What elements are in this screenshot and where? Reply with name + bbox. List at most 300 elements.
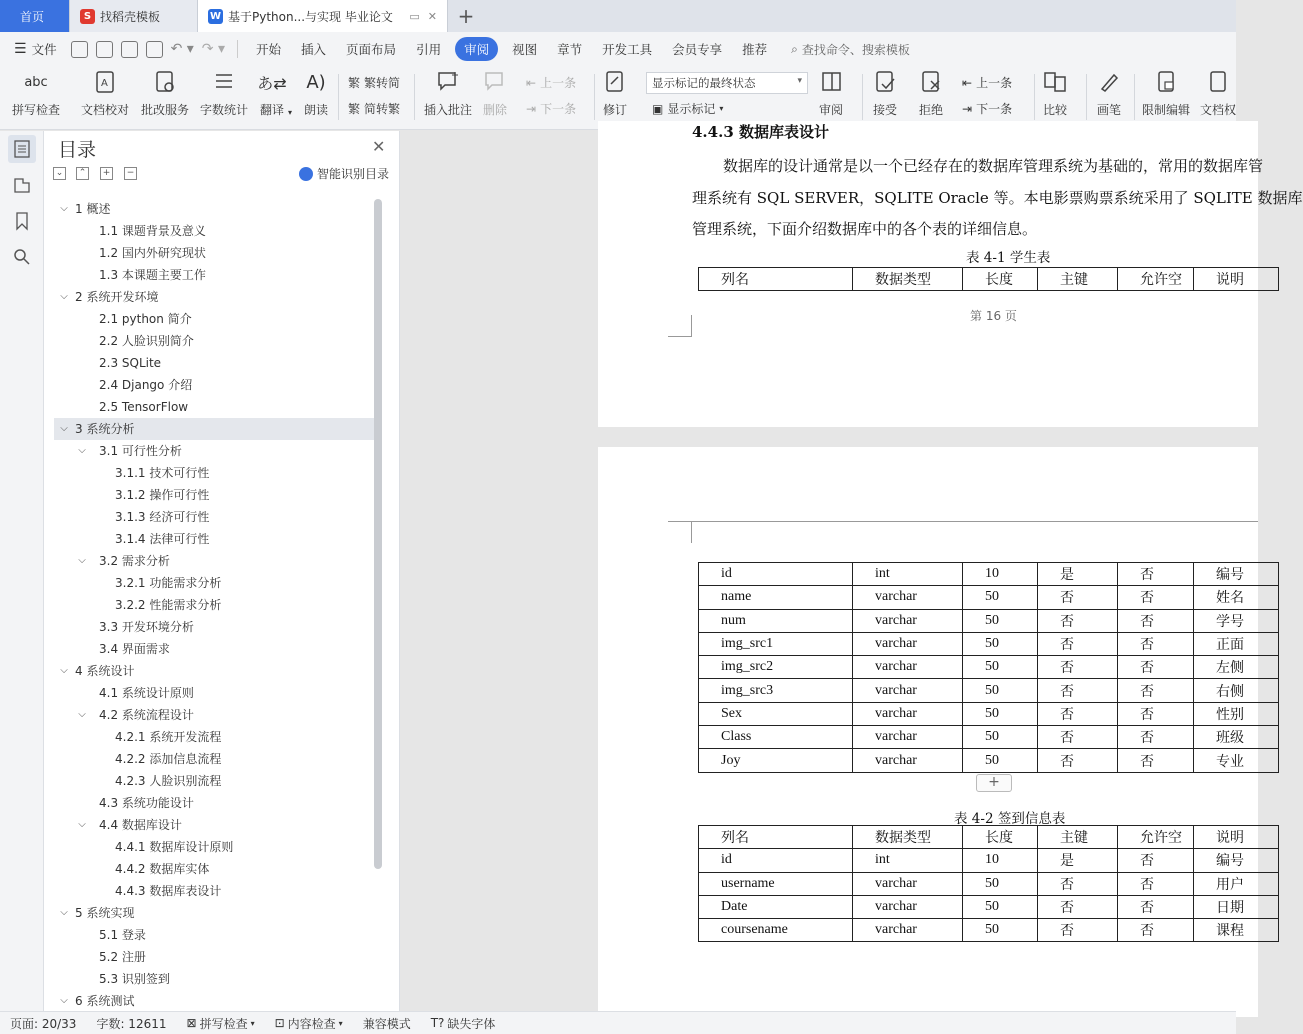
delete-comment-icon <box>482 68 508 96</box>
chevron-down-icon[interactable]: ⌵ <box>60 907 68 918</box>
toc-item-label: 1 概述 <box>75 202 111 216</box>
chevron-down-icon[interactable]: ⌵ <box>60 995 68 1006</box>
accept-button[interactable] <box>872 68 898 118</box>
pen-button[interactable] <box>1096 68 1122 118</box>
toc-item[interactable] <box>54 946 374 968</box>
toc-item[interactable] <box>54 792 374 814</box>
table-cell[interactable]: 否 <box>1038 609 1118 632</box>
table-cell[interactable]: Sex <box>699 702 853 725</box>
table-cell[interactable]: 否 <box>1118 726 1194 749</box>
table-cell[interactable]: 姓名 <box>1194 586 1279 609</box>
toc-item[interactable] <box>54 330 374 352</box>
chevron-down-icon[interactable]: ⌵ <box>78 555 86 566</box>
table-4-2-caption: 表 4-2 签到信息表 <box>954 811 1066 827</box>
menu-start[interactable]: 开始 <box>256 42 282 57</box>
prev-comment-button[interactable] <box>526 74 576 91</box>
table-cell[interactable]: 否 <box>1038 586 1118 609</box>
table-cell[interactable]: 学号 <box>1194 609 1279 632</box>
toc-item[interactable] <box>54 352 374 374</box>
find-icon[interactable] <box>8 243 36 271</box>
save-icon[interactable] <box>71 41 88 58</box>
table-cell[interactable]: 否 <box>1118 609 1194 632</box>
insert-comment-label: 插入批注 <box>424 103 473 117</box>
table-cell[interactable]: 否 <box>1118 563 1194 586</box>
table-row <box>699 609 1279 632</box>
table-cell[interactable]: 否 <box>1118 679 1194 702</box>
table-4-1-header <box>698 267 1279 291</box>
toc-item[interactable] <box>54 308 374 330</box>
toc-item-label: 2.2 人脸识别简介 <box>99 334 194 348</box>
table-cell[interactable]: int <box>853 563 963 586</box>
expand-up-icon[interactable]: ⌃ <box>76 167 89 180</box>
toc-item[interactable] <box>54 418 374 440</box>
word-count-button[interactable] <box>200 68 248 118</box>
file-menu-label: 文件 <box>31 42 57 57</box>
tab-document-label: 基于Python...与实现 毕业论文 <box>228 9 393 24</box>
insert-comment-icon <box>435 68 461 96</box>
toc-item[interactable] <box>54 770 374 792</box>
table-cell[interactable]: 否 <box>1038 895 1118 918</box>
smart-toc-button[interactable] <box>299 165 389 182</box>
review-pane-button[interactable] <box>818 68 844 118</box>
trad-to-simp-button[interactable] <box>348 74 400 91</box>
table-cell[interactable]: coursename <box>699 919 853 942</box>
tab-home-label: 首页 <box>20 9 45 24</box>
menu-references[interactable]: 引用 <box>416 42 442 57</box>
chapter-nav-icon[interactable] <box>8 171 36 199</box>
table-cell[interactable]: 否 <box>1118 632 1194 655</box>
show-marks-button[interactable]: ▣ 显示标记 ▾ <box>652 101 724 116</box>
toc-item-label: 3.2.1 功能需求分析 <box>115 576 222 590</box>
table-cell[interactable]: 专业 <box>1194 749 1279 772</box>
page-16 <box>598 121 1303 427</box>
toc-item[interactable] <box>54 682 374 704</box>
remove-heading-icon[interactable]: − <box>124 167 137 180</box>
table-cell[interactable]: varchar <box>853 586 963 609</box>
toc-item-label: 1.1 课题背景及意义 <box>99 224 206 238</box>
table-cell[interactable]: 否 <box>1118 919 1194 942</box>
table-header-cell[interactable]: 允许空 <box>1118 268 1194 291</box>
reject-button[interactable] <box>918 68 944 118</box>
table-cell[interactable]: varchar <box>853 679 963 702</box>
toc-item[interactable] <box>54 704 374 726</box>
toc-item-label: 5.3 识别签到 <box>99 972 170 986</box>
toc-scrollbar[interactable] <box>374 199 382 869</box>
table-cell[interactable]: 否 <box>1038 872 1118 895</box>
next-comment-icon: ⇥ <box>526 101 537 116</box>
toc-item[interactable] <box>54 638 374 660</box>
table-cell[interactable]: 50 <box>963 656 1038 679</box>
spell-check-button[interactable] <box>12 68 60 118</box>
screen-icon[interactable]: ▭ <box>409 9 420 23</box>
table-cell[interactable]: username <box>699 872 853 895</box>
next-change-icon: ⇥ <box>962 101 973 116</box>
toc-item[interactable] <box>54 748 374 770</box>
table-header-cell[interactable]: 长度 <box>963 268 1038 291</box>
toc-item-label: 4.2.2 添加信息流程 <box>115 752 222 766</box>
doc-permission-button[interactable] <box>1200 68 1236 118</box>
prev-comment-label: 上一条 <box>540 76 577 90</box>
word-count-indicator[interactable]: 字数: 12611 <box>96 1016 167 1031</box>
toc-item[interactable] <box>54 594 374 616</box>
file-menu[interactable] <box>0 40 67 58</box>
table-cell[interactable]: 50 <box>963 702 1038 725</box>
table-cell[interactable]: Class <box>699 726 853 749</box>
table-cell[interactable]: varchar <box>853 726 963 749</box>
toc-item[interactable] <box>54 858 374 880</box>
read-aloud-label: 朗读 <box>303 103 328 117</box>
toc-item[interactable] <box>54 374 374 396</box>
doc-proof-icon <box>92 68 118 96</box>
track-changes-label: 修订 <box>602 103 627 117</box>
table-header-cell[interactable]: 列名 <box>699 826 853 849</box>
chevron-down-icon[interactable]: ⌵ <box>60 423 68 434</box>
table-cell[interactable]: id <box>699 563 853 586</box>
table-cell[interactable]: 否 <box>1118 702 1194 725</box>
table-cell[interactable]: img_src3 <box>699 679 853 702</box>
menu-review[interactable]: 审阅 <box>455 37 498 61</box>
table-cell[interactable]: 是 <box>1038 849 1118 872</box>
batch-service-icon <box>152 68 178 96</box>
table-cell[interactable]: 否 <box>1118 872 1194 895</box>
review-pane-icon <box>818 68 844 96</box>
table-4-2[interactable] <box>698 825 1279 942</box>
toc-item-label: 3.2 需求分析 <box>99 554 170 568</box>
batch-service-label: 批改服务 <box>141 103 190 117</box>
table-cell[interactable]: 否 <box>1038 919 1118 942</box>
table-row <box>699 919 1279 942</box>
chevron-down-icon[interactable]: ⌵ <box>78 709 86 720</box>
toc-item[interactable] <box>54 198 374 220</box>
table-cell[interactable]: varchar <box>853 632 963 655</box>
toc-item-label: 2.1 python 简介 <box>99 312 192 326</box>
table-cell[interactable]: 左侧 <box>1194 656 1279 679</box>
batch-service-button[interactable] <box>141 68 189 118</box>
status-bar <box>0 1011 1236 1034</box>
table-header-cell[interactable]: 主键 <box>1038 826 1118 849</box>
menu-member[interactable]: 会员专享 <box>672 42 723 57</box>
toc-item[interactable] <box>54 484 374 506</box>
tab-bar <box>0 0 1236 32</box>
table-row <box>699 749 1279 772</box>
nav-icon-strip <box>0 131 44 1011</box>
toc-item[interactable] <box>54 264 374 286</box>
menu-insert[interactable]: 插入 <box>301 42 327 57</box>
menu-layout[interactable]: 页面布局 <box>346 42 397 57</box>
menu-recommend[interactable]: 推荐 <box>742 42 768 57</box>
command-search[interactable] <box>791 41 910 58</box>
table-header-row <box>699 826 1279 849</box>
doc-permission-label: 文档权 <box>1200 103 1237 117</box>
toc-item[interactable] <box>54 396 374 418</box>
hamburger-icon: ☰ <box>14 41 27 57</box>
table-cell[interactable]: 右侧 <box>1194 679 1279 702</box>
table-cell[interactable]: varchar <box>853 895 963 918</box>
status-content-check[interactable]: ⊡ 内容检查 ▾ <box>274 1016 343 1031</box>
next-change-label: 下一条 <box>976 102 1013 116</box>
table-cell[interactable]: 正面 <box>1194 632 1279 655</box>
toc-item-label: 1.2 国内外研究现状 <box>99 246 206 260</box>
chevron-down-icon[interactable]: ⌵ <box>78 445 86 456</box>
menu-developer[interactable]: 开发工具 <box>602 42 653 57</box>
table-cell[interactable]: 50 <box>963 586 1038 609</box>
table-header-cell[interactable]: 主键 <box>1038 268 1118 291</box>
accept-label: 接受 <box>872 103 897 117</box>
table-cell[interactable]: 编号 <box>1194 849 1279 872</box>
toc-item[interactable] <box>54 902 374 924</box>
toc-item[interactable] <box>54 550 374 572</box>
print-preview-icon[interactable] <box>146 41 163 58</box>
table-cell[interactable]: varchar <box>853 656 963 679</box>
toc-item[interactable] <box>54 660 374 682</box>
toc-item[interactable] <box>54 572 374 594</box>
track-changes-icon <box>602 68 628 96</box>
chevron-down-icon[interactable]: ⌵ <box>60 291 68 302</box>
table-cell[interactable]: varchar <box>853 872 963 895</box>
table-cell[interactable]: 否 <box>1038 632 1118 655</box>
table-cell[interactable]: varchar <box>853 919 963 942</box>
redo-icon[interactable]: ↷ ▾ <box>201 41 226 57</box>
table-cell[interactable]: 否 <box>1118 849 1194 872</box>
toc-item-label: 4.4.2 数据库实体 <box>115 862 210 876</box>
toc-item[interactable] <box>54 836 374 858</box>
toc-item-label: 3.1.4 法律可行性 <box>115 532 210 546</box>
toc-item-label: 4 系统设计 <box>75 664 135 678</box>
tab-document[interactable] <box>198 0 448 32</box>
toc-item[interactable] <box>54 924 374 946</box>
table-cell[interactable]: 性别 <box>1194 702 1279 725</box>
new-tab-button[interactable]: + <box>457 4 475 28</box>
toc-item-label: 2 系统开发环境 <box>75 290 159 304</box>
table-header-cell[interactable]: 说明 <box>1194 268 1279 291</box>
chevron-down-icon[interactable]: ⌵ <box>78 819 86 830</box>
track-changes-button[interactable] <box>602 68 628 118</box>
chevron-down-icon[interactable]: ⌵ <box>60 665 68 676</box>
table-cell[interactable]: Joy <box>699 749 853 772</box>
pen-icon <box>1096 68 1122 96</box>
chevron-down-icon: ▾ <box>797 76 802 86</box>
toc-item-label: 3.2.2 性能需求分析 <box>115 598 222 612</box>
print-icon[interactable] <box>121 41 138 58</box>
table-row <box>699 872 1279 895</box>
collapse-all-icon[interactable]: ⌄ <box>53 167 66 180</box>
toc-item[interactable] <box>54 528 374 550</box>
table-header-cell[interactable]: 数据类型 <box>853 268 963 291</box>
export-pdf-icon[interactable] <box>96 41 113 58</box>
add-heading-icon[interactable]: + <box>100 167 113 180</box>
next-comment-button[interactable] <box>526 100 576 117</box>
table-cell[interactable]: 否 <box>1118 749 1194 772</box>
table-cell[interactable]: 否 <box>1118 586 1194 609</box>
next-change-button[interactable] <box>962 100 1012 117</box>
table-cell[interactable]: 50 <box>963 895 1038 918</box>
content-check-icon: ⊡ <box>274 1016 285 1030</box>
toc-item-label: 4.2.1 系统开发流程 <box>115 730 222 744</box>
next-comment-label: 下一条 <box>540 102 577 116</box>
doc-permission-icon <box>1205 68 1231 96</box>
table-cell[interactable]: varchar <box>853 609 963 632</box>
table-4-1-body[interactable] <box>698 562 1279 773</box>
table-cell[interactable]: 50 <box>963 679 1038 702</box>
table-cell[interactable]: 课程 <box>1194 919 1279 942</box>
table-cell[interactable]: 否 <box>1118 895 1194 918</box>
command-search-label: 查找命令、搜索模板 <box>801 42 910 57</box>
table-cell[interactable]: 否 <box>1038 656 1118 679</box>
toc-item-label: 3.3 开发环境分析 <box>99 620 194 634</box>
table-row <box>699 679 1279 702</box>
table-cell[interactable]: 50 <box>963 872 1038 895</box>
simp-trad-icon: 繁 <box>348 102 361 116</box>
table-cell[interactable]: 否 <box>1038 702 1118 725</box>
toc-item-label: 2.3 SQLite <box>99 356 162 370</box>
bookmark-icon[interactable] <box>8 207 36 235</box>
table-cell[interactable]: 50 <box>963 632 1038 655</box>
table-cell[interactable]: int <box>853 849 963 872</box>
toc-item[interactable] <box>54 880 374 902</box>
table-cell[interactable]: 50 <box>963 726 1038 749</box>
table-cell[interactable]: name <box>699 586 853 609</box>
toc-item-label: 3.1.1 技术可行性 <box>115 466 210 480</box>
undo-icon[interactable]: ↶ ▾ <box>170 41 194 57</box>
toc-item-label: 3.1 可行性分析 <box>99 444 182 458</box>
toc-item[interactable] <box>54 506 374 528</box>
page-indicator[interactable]: 页面: 20/33 <box>10 1016 77 1031</box>
table-cell[interactable]: 是 <box>1038 563 1118 586</box>
table-row <box>699 849 1279 872</box>
translate-label: 翻译 <box>259 103 284 117</box>
toc-item-label: 3.4 界面需求 <box>99 642 170 656</box>
table-cell[interactable]: 否 <box>1038 679 1118 702</box>
search-icon: ⌕ <box>791 41 798 56</box>
close-tab-icon[interactable]: ✕ <box>427 9 437 23</box>
page-number: 第 16 页 <box>970 309 1017 323</box>
paragraph-line-1: 数据库的设计通常是以一个已经存在的数据库管理系统为基础的，常用的数据库管 <box>723 157 1264 175</box>
table-cell[interactable]: 否 <box>1038 749 1118 772</box>
toc-item[interactable] <box>54 286 374 308</box>
review-pane-label: 审阅 <box>818 103 843 117</box>
table-cell[interactable]: 班级 <box>1194 726 1279 749</box>
table-header-cell[interactable]: 长度 <box>963 826 1038 849</box>
spell-check-label: 拼写检查 <box>12 103 61 117</box>
toc-item[interactable] <box>54 814 374 836</box>
table-cell[interactable]: 50 <box>963 749 1038 772</box>
restrict-edit-button[interactable] <box>1142 68 1190 118</box>
compare-button[interactable] <box>1042 68 1068 118</box>
table-cell[interactable]: id <box>699 849 853 872</box>
table-cell[interactable]: img_src1 <box>699 632 853 655</box>
table-cell[interactable]: 编号 <box>1194 563 1279 586</box>
mark-state-select[interactable] <box>646 72 808 94</box>
table-cell[interactable]: varchar <box>853 749 963 772</box>
table-cell[interactable]: varchar <box>853 702 963 725</box>
table-cell[interactable]: 10 <box>963 563 1038 586</box>
toc-item-label: 4.4.1 数据库设计原则 <box>115 840 234 854</box>
delete-comment-button[interactable] <box>482 68 508 118</box>
toc-item[interactable] <box>54 616 374 638</box>
missing-font-label: 缺失字体 <box>447 1016 496 1031</box>
table-row <box>699 726 1279 749</box>
missing-font-indicator[interactable] <box>421 1015 506 1032</box>
prev-change-icon: ⇤ <box>962 75 973 90</box>
table-cell[interactable]: 否 <box>1038 726 1118 749</box>
menu-view[interactable]: 视图 <box>512 42 538 57</box>
table-cell[interactable]: Date <box>699 895 853 918</box>
table-row <box>699 563 1279 586</box>
paragraph-line-2: 理系统有 SQL SERVER，SQLITE Oracle 等。本电影票购票系统采用了 SQLITE 数据库 <box>692 189 1303 207</box>
add-row-button[interactable]: + <box>976 774 1012 792</box>
doc-proof-button[interactable] <box>81 68 129 118</box>
table-cell[interactable]: img_src2 <box>699 656 853 679</box>
toc-item-label: 4.2 系统流程设计 <box>99 708 194 722</box>
simp-to-trad-button[interactable] <box>348 100 400 117</box>
menu-section[interactable]: 章节 <box>557 42 583 57</box>
accept-icon <box>872 68 898 96</box>
table-row <box>699 656 1279 679</box>
toc-panel-icon[interactable] <box>8 135 36 163</box>
table-header-cell[interactable]: 列名 <box>699 268 853 291</box>
toc-item[interactable] <box>54 968 374 990</box>
toc-item-label: 4.4.3 数据库表设计 <box>115 884 222 898</box>
toc-item[interactable] <box>54 726 374 748</box>
toc-item-label: 6 系统测试 <box>75 994 135 1008</box>
toc-item-label: 3.1.3 经济可行性 <box>115 510 210 524</box>
table-cell[interactable]: 否 <box>1118 656 1194 679</box>
menu-bar <box>0 32 1236 66</box>
table-cell[interactable]: 用户 <box>1194 872 1279 895</box>
toc-item-label: 3.1.2 操作可行性 <box>115 488 210 502</box>
toc-item-label: 4.4 数据库设计 <box>99 818 182 832</box>
close-icon[interactable]: ✕ <box>372 137 386 156</box>
table-cell[interactable]: 10 <box>963 849 1038 872</box>
table-cell[interactable]: 50 <box>963 919 1038 942</box>
toc-item[interactable] <box>54 990 374 1012</box>
table-header-cell[interactable]: 数据类型 <box>853 826 963 849</box>
toc-item[interactable] <box>54 440 374 462</box>
document-canvas <box>400 123 1303 1011</box>
table-cell[interactable]: 50 <box>963 609 1038 632</box>
compare-label: 比较 <box>1042 103 1067 117</box>
insert-comment-button[interactable] <box>424 68 472 118</box>
word-count-icon <box>211 68 237 96</box>
toc-item[interactable] <box>54 242 374 264</box>
toc-item-label: 2.4 Django 介绍 <box>99 378 193 392</box>
compat-mode: 兼容模式 <box>362 1016 411 1031</box>
toc-item-label: 5 系统实现 <box>75 906 135 920</box>
toc-item[interactable] <box>54 220 374 242</box>
tab-docer-templates[interactable] <box>70 0 198 32</box>
toc-item-label: 4.3 系统功能设计 <box>99 796 194 810</box>
tab-home[interactable] <box>0 0 70 32</box>
toc-item[interactable] <box>54 462 374 484</box>
table-header-cell[interactable]: 允许空 <box>1118 826 1194 849</box>
wps-writer-icon: W <box>209 10 222 22</box>
spell-check-icon: abc <box>24 74 48 90</box>
status-spell-check[interactable]: ⊠ 拼写检查 ▾ <box>186 1016 255 1031</box>
table-cell[interactable]: num <box>699 609 853 632</box>
chevron-down-icon[interactable]: ⌵ <box>60 203 68 214</box>
smart-toc-icon <box>299 167 313 181</box>
table-header-cell[interactable]: 说明 <box>1194 826 1279 849</box>
toc-item-label: 2.5 TensorFlow <box>99 400 189 414</box>
docer-icon: S <box>80 9 95 24</box>
prev-change-label: 上一条 <box>976 76 1013 90</box>
show-marks-icon: ▣ <box>652 101 664 116</box>
table-4-1-caption: 表 4-1 学生表 <box>966 250 1051 266</box>
read-aloud-button[interactable] <box>303 68 329 118</box>
table-cell[interactable]: 日期 <box>1194 895 1279 918</box>
translate-button[interactable]: あ⇄ 翻译 ▾ <box>259 68 285 118</box>
prev-change-button[interactable] <box>962 74 1012 91</box>
